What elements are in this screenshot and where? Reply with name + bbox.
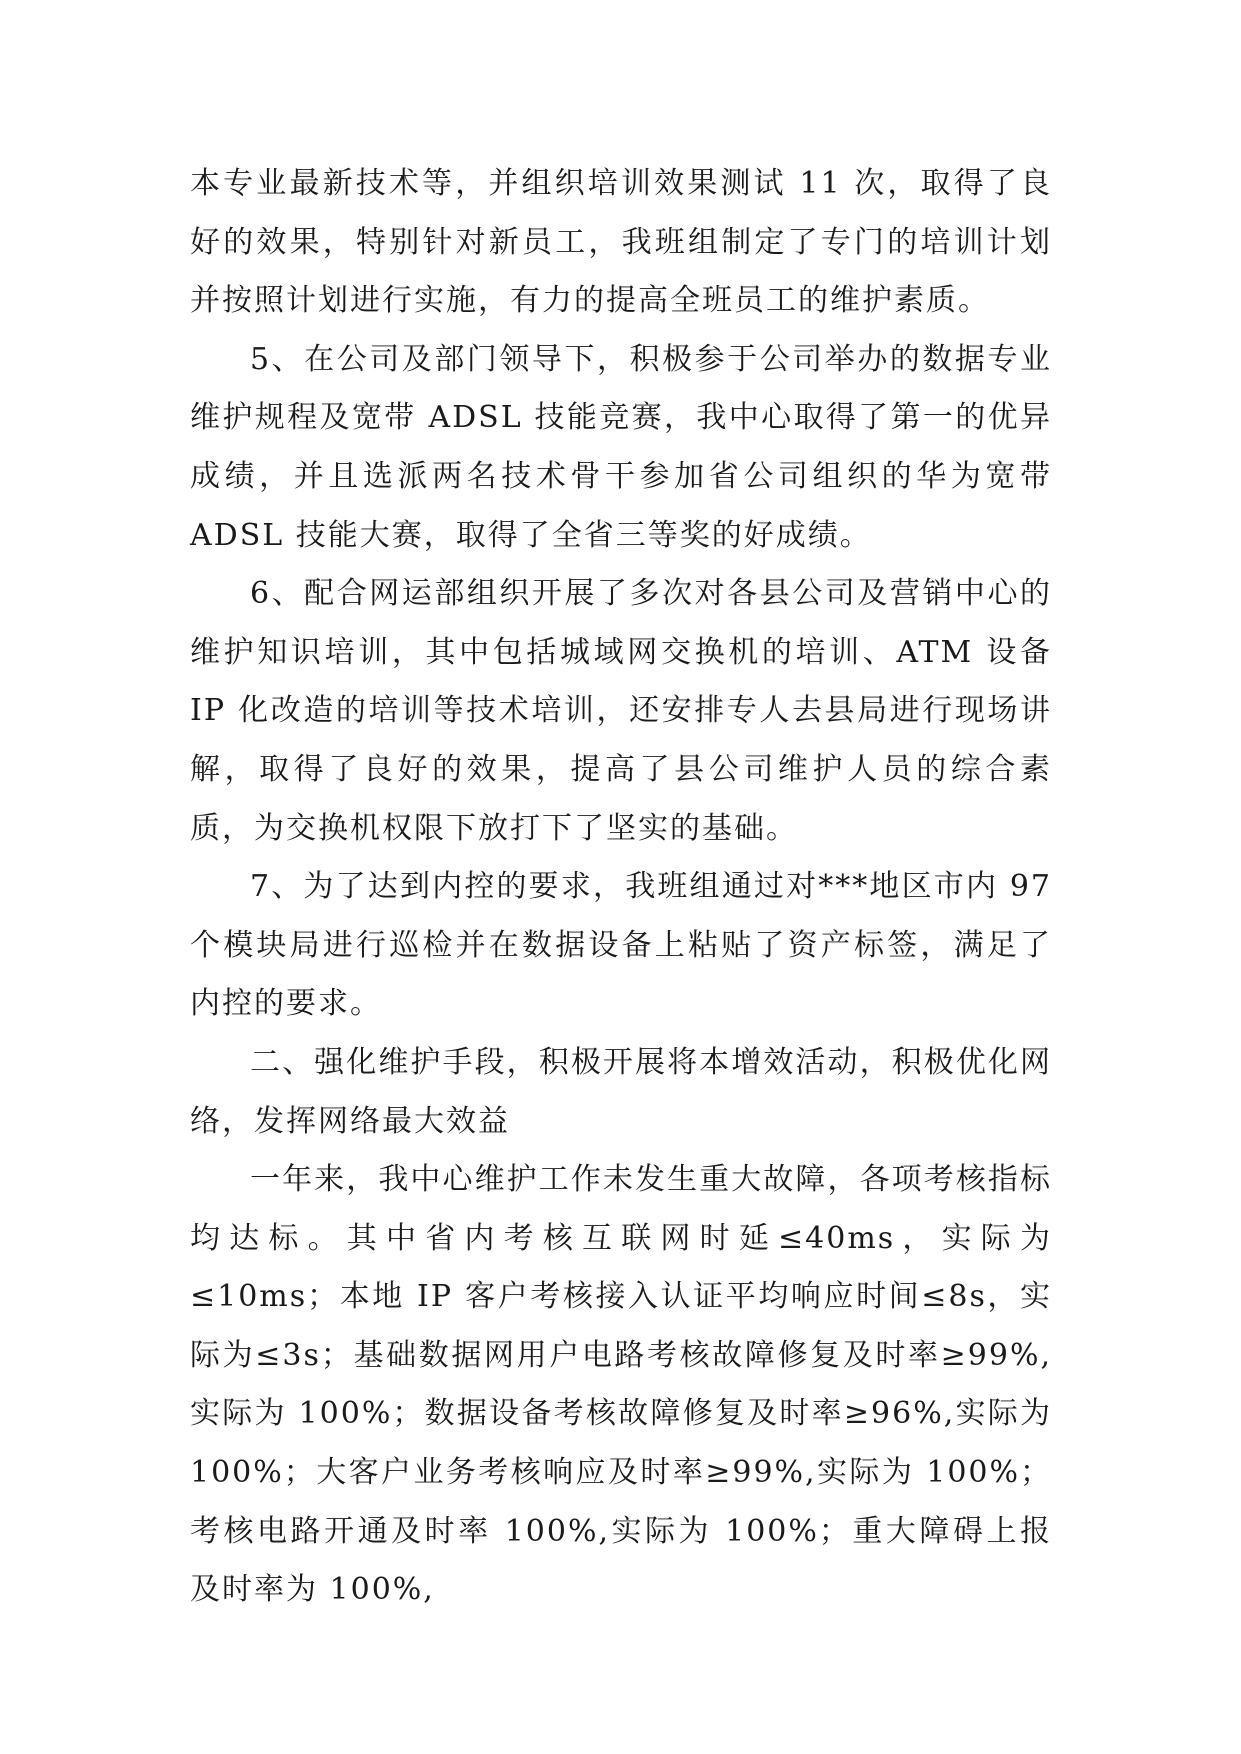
paragraph-continued-training: 本专业最新技术等，并组织培训效果测试 11 次，取得了良好的效果，特别针对新员工，我班组制定了专门的培训计划并按照计划进行实施，有力的提高全班员工的维护素质。 xyxy=(190,166,1052,319)
paragraph-section-2-body: 一年来，我中心维护工作未发生重大故障，各项考核指标均达标。其中省内考核互联网时延≤40ms，实际为≤10ms；本地 IP 客户考核接入认证平均响应时间≤8s，实际为≤3s；基础数据网用户电路考核故障修复及时率≥99%,实际为 100%；数据设备考核故障修复及时率≥96%,实际为 100%；大客户业务考核响应及时率≥99%,实际为 100%；考核电路开通及时率 100%,实际为 100%；重大障碍上报及时率为 100%, xyxy=(190,1162,1052,1608)
section-heading-2: 二、强化维护手段，积极开展将本增效活动，积极优化网络，发挥网络最大效益 xyxy=(190,1044,1052,1139)
paragraph-item-5: 5、在公司及部门领导下，积极参于公司举办的数据专业维护规程及宽带 ADSL 技能竞赛，我中心取得了第一的优异成绩，并且选派两名技术骨干参加省公司组织的华为宽带 ADSL 技能大赛，取得了全省三等奖的好成绩。 xyxy=(190,341,1052,553)
document-body xyxy=(190,155,1052,1620)
paragraph-item-6: 6、配合网运部组织开展了多次对各县公司及营销中心的维护知识培训，其中包括城域网交换机的培训、ATM 设备 IP 化改造的培训等技术培训，还安排专人去县局进行现场讲解，取得了良好的效果，提高了县公司维护人员的综合素质，为交换机权限下放打下了坚实的基础。 xyxy=(190,576,1052,846)
paragraph-item-7: 7、为了达到内控的要求，我班组通过对***地区市内 97 个模块局进行巡检并在数据设备上粘贴了资产标签，满足了内控的要求。 xyxy=(190,869,1052,1022)
